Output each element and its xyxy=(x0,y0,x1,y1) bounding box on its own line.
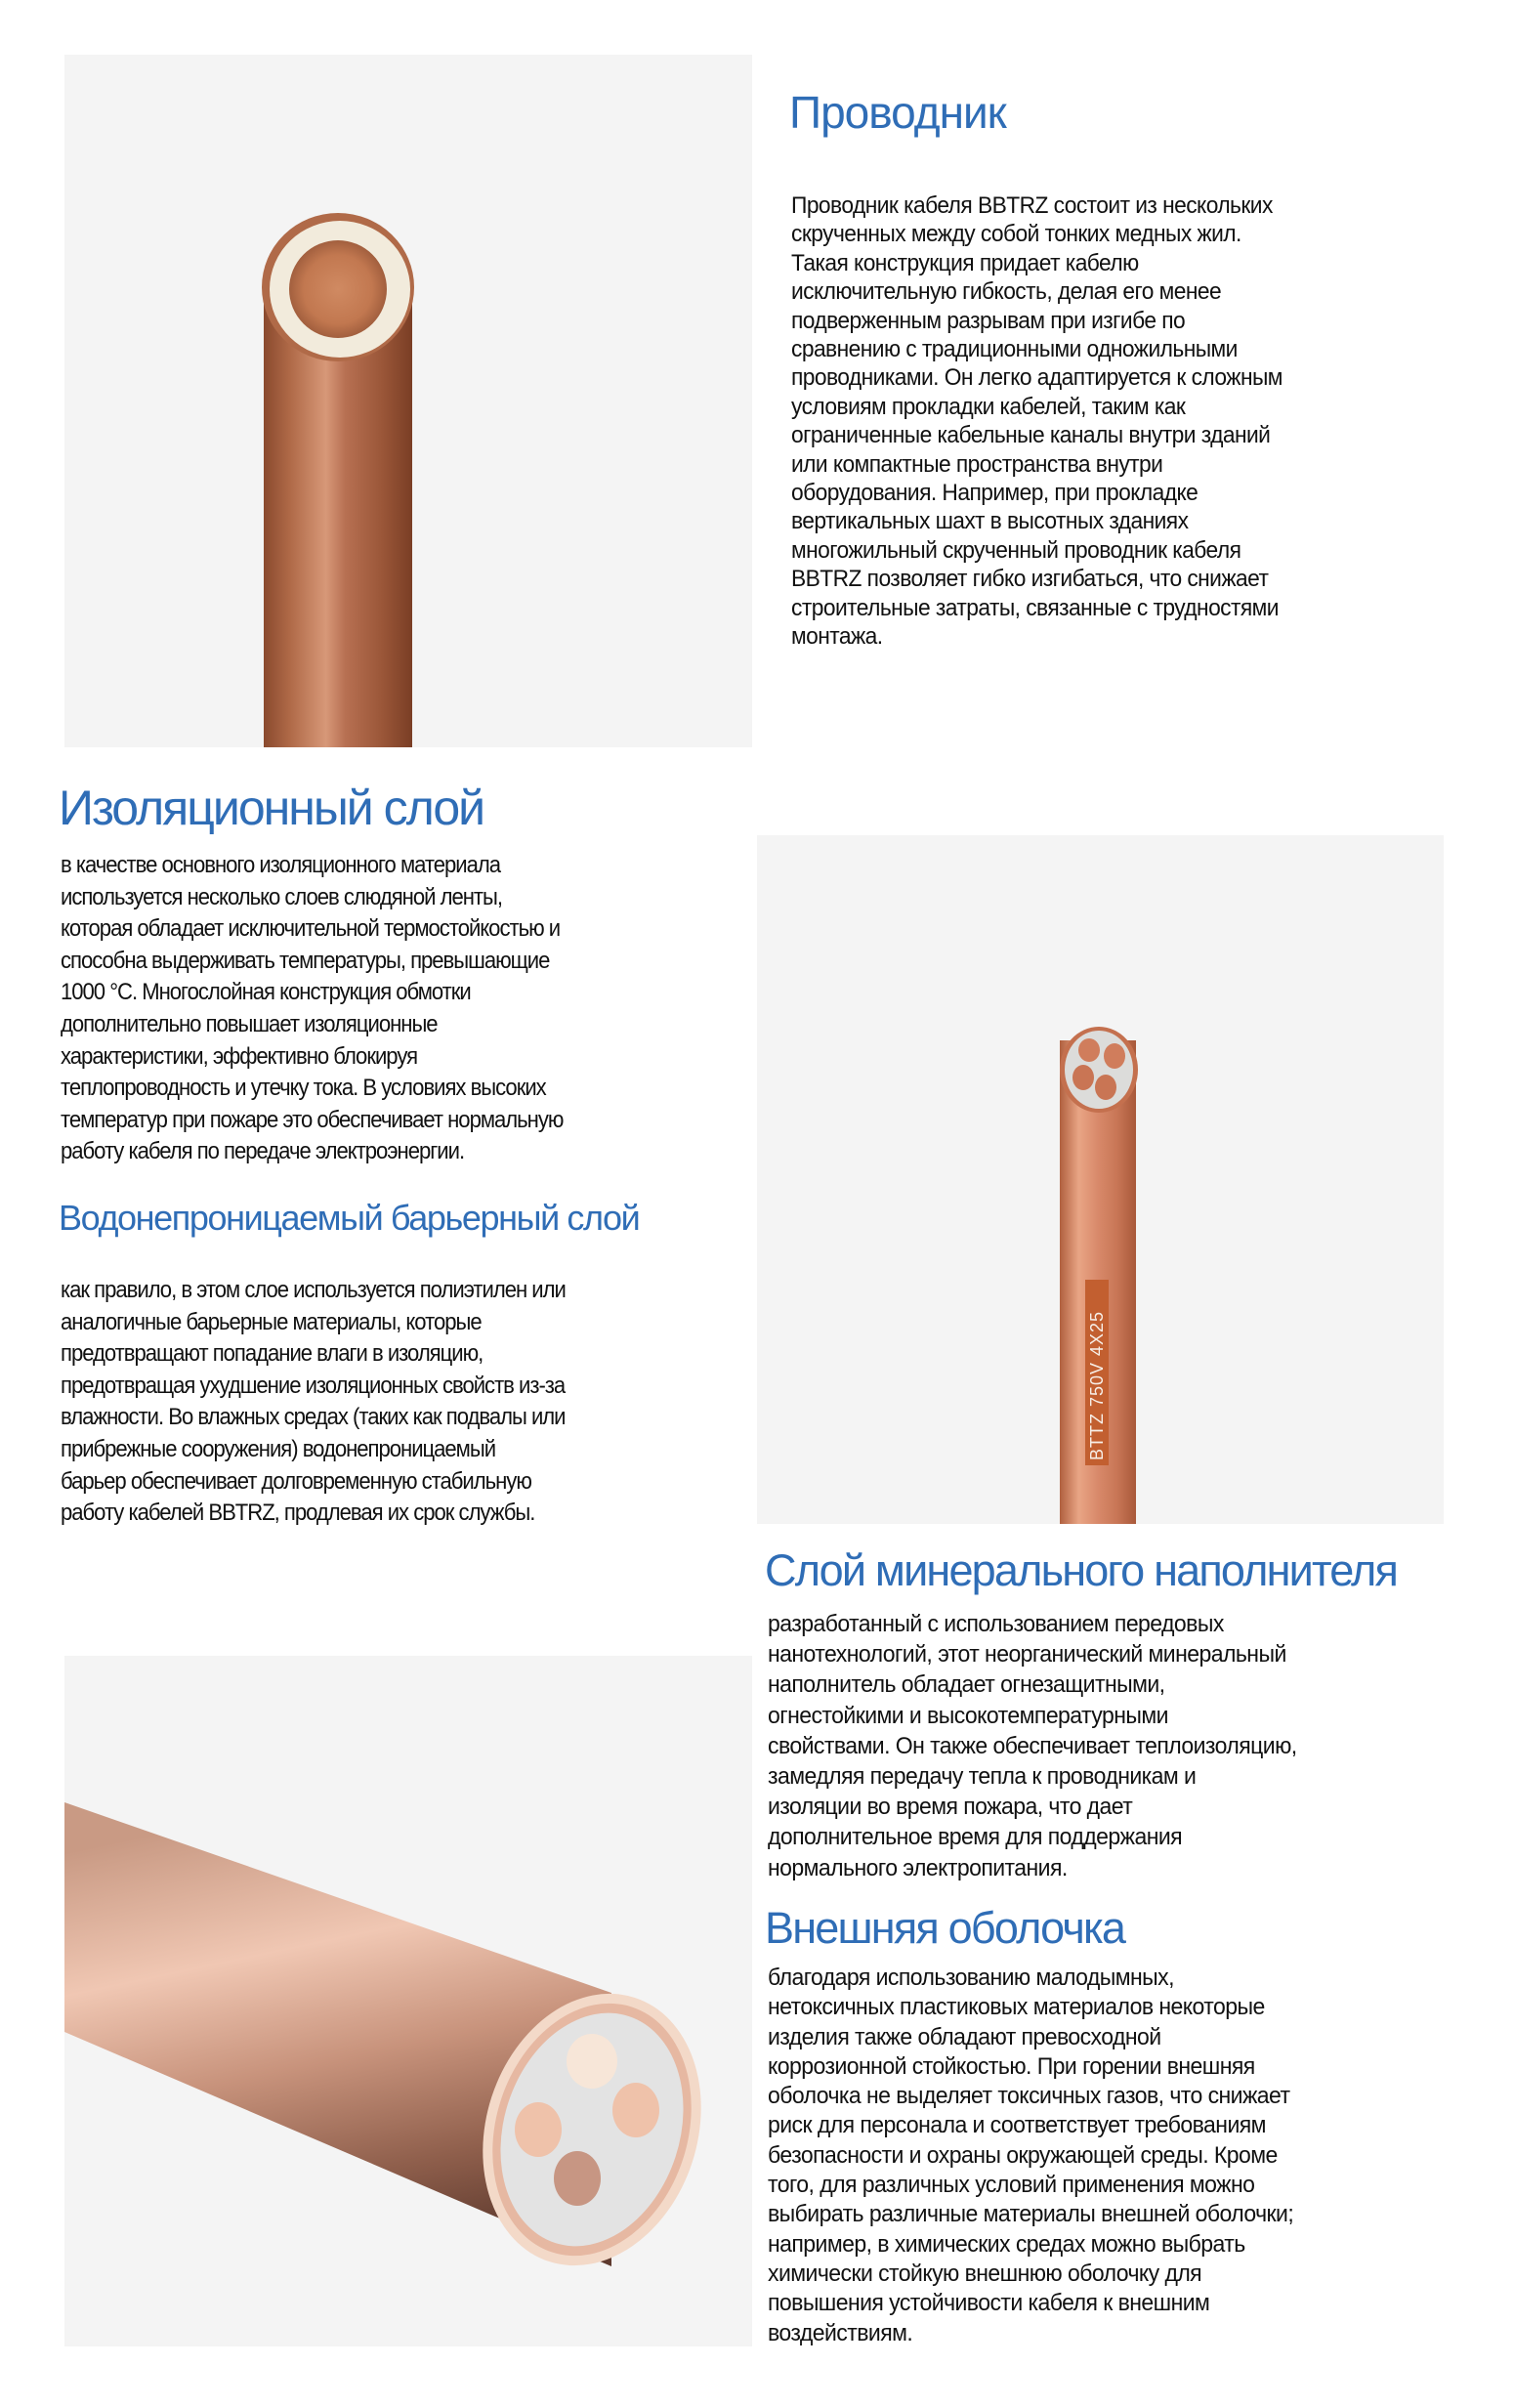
conductor-photo xyxy=(64,55,752,747)
text-line: ограниченные кабельные каналы внутри зданий xyxy=(791,422,1271,449)
section-text-barrier xyxy=(61,1275,566,1530)
cable-marking: BTTZ 750V 4X25 xyxy=(1087,1310,1107,1460)
text-line: замедляя передачу тепла к проводникам и xyxy=(768,1763,1197,1791)
section-title-barrier: Водонепроницаемый барьерный слой xyxy=(59,1198,640,1238)
single-core-cable-illustration xyxy=(64,55,752,747)
text-line: которая обладает исключительной термостойкостью и xyxy=(61,915,561,943)
text-line: работу кабелей BBTRZ, продлевая их срок службы. xyxy=(61,1500,535,1527)
four-core-cable-photo xyxy=(757,835,1444,1524)
text-line: скрученных между собой тонких медных жил. xyxy=(791,221,1241,248)
text-line: нанотехнологий, этот неорганический минеральный xyxy=(768,1641,1286,1669)
text-line: оболочка не выделяет токсичных газов, что снижает xyxy=(768,2083,1290,2110)
text-line: способна выдерживать температуры, превышающие xyxy=(61,947,550,974)
text-line: свойствами. Он также обеспечивает теплоизоляцию, xyxy=(768,1732,1297,1759)
text-line: например, в химических средах можно выбрать xyxy=(768,2230,1245,2258)
section-title-conductor: Проводник xyxy=(789,87,1006,138)
text-line: коррозионной стойкостью. При горении внешняя xyxy=(768,2052,1255,2080)
text-line: предотвращая ухудшение изоляционных свойств из-за xyxy=(61,1372,566,1399)
text-line: воздействиям. xyxy=(768,2319,913,2346)
text-line: благодаря использованию малодымных, xyxy=(768,1964,1174,1991)
text-line: исключительную гибкость, делая его менее xyxy=(791,278,1222,306)
text-line: Такая конструкция придает кабелю xyxy=(791,249,1139,276)
text-line: выбирать различные материалы внешней оболочки; xyxy=(768,2201,1294,2228)
text-line: характеристики, эффективно блокируя xyxy=(61,1042,418,1070)
text-line: влажности. Во влажных средах (таких как подвалы или xyxy=(61,1404,566,1431)
text-line: в качестве основного изоляционного материала xyxy=(61,852,501,878)
section-text-insulation xyxy=(61,850,563,1168)
text-line: температур при пожаре это обеспечивает нормальную xyxy=(61,1106,564,1133)
text-line: изоляции во время пожара, что дает xyxy=(768,1794,1133,1821)
text-line: прибрежные сооружения) водонепроницаемый xyxy=(61,1435,496,1462)
section-title-mineral: Слой минерального наполнителя xyxy=(765,1545,1398,1595)
text-line: или компактные пространства внутри xyxy=(791,450,1163,478)
section-title-sheath: Внешняя оболочка xyxy=(765,1903,1125,1953)
text-line: огнестойкими и высокотемпературными xyxy=(768,1702,1168,1729)
text-line: условиям прокладки кабелей, таким как xyxy=(791,393,1186,420)
text-line: многожильный скрученный проводник кабеля xyxy=(791,536,1241,564)
text-line: монтажа. xyxy=(791,623,883,651)
section-title-insulation: Изоляционный слой xyxy=(59,781,484,835)
text-line: работу кабеля по передаче электроэнергии. xyxy=(61,1138,465,1165)
text-line: как правило, в этом слое используется полиэтилен или xyxy=(61,1277,566,1303)
text-line: нетоксичных пластиковых материалов некоторые xyxy=(768,1994,1265,2021)
text-line: используется несколько слоев слюдяной ленты, xyxy=(61,883,502,910)
text-line: риск для персонала и соответствует требованиям xyxy=(768,2112,1266,2139)
section-text-conductor xyxy=(791,191,1283,652)
text-line: аналогичные барьерные материалы, которые xyxy=(61,1308,482,1335)
text-line: того, для различных условий применения можно xyxy=(768,2172,1255,2199)
four-core-cable-illustration xyxy=(757,835,1444,1524)
text-line: вертикальных шахт в высотных зданиях xyxy=(791,508,1189,535)
text-line: предотвращают попадание влаги в изоляцию, xyxy=(61,1340,484,1368)
text-line: повышения устойчивости кабеля к внешним xyxy=(768,2290,1210,2317)
text-line: барьер обеспечивает долговременную стабильную xyxy=(61,1467,531,1495)
text-line: Проводник кабеля BBTRZ состоит из нескольких xyxy=(791,192,1273,219)
text-line: сравнению с традиционными одножильными xyxy=(791,336,1238,363)
cable-3d-illustration xyxy=(64,1656,752,2346)
text-line: строительные затраты, связанные с трудностями xyxy=(791,594,1279,621)
text-line: 1000 °C. Многослойная конструкция обмотки xyxy=(61,979,471,1006)
text-line: BBTRZ позволяет гибко изгибаться, что снижает xyxy=(791,566,1269,593)
text-line: теплопроводность и утечку тока. В условиях высоких xyxy=(61,1075,546,1102)
cable-3d-render xyxy=(64,1656,752,2346)
text-line: нормального электропитания. xyxy=(768,1854,1068,1881)
text-line: изделия также обладают превосходной xyxy=(768,2023,1161,2050)
text-line: химически стойкую внешнюю оболочку для xyxy=(768,2260,1202,2287)
text-line: дополнительное время для поддержания xyxy=(768,1824,1183,1851)
section-text-mineral xyxy=(768,1609,1297,1883)
text-line: оборудования. Например, при прокладке xyxy=(791,480,1199,507)
text-line: безопасности и охраны окружающей среды. Кроме xyxy=(768,2141,1278,2169)
text-line: разработанный с использованием передовых xyxy=(768,1611,1224,1637)
text-line: дополнительно повышает изоляционные xyxy=(61,1010,438,1037)
section-text-sheath xyxy=(768,1964,1293,2348)
text-line: наполнитель обладает огнезащитными, xyxy=(768,1671,1165,1699)
text-line: подверженным разрывам при изгибе по xyxy=(791,307,1186,334)
text-line: проводниками. Он легко адаптируется к сложным xyxy=(791,364,1283,392)
